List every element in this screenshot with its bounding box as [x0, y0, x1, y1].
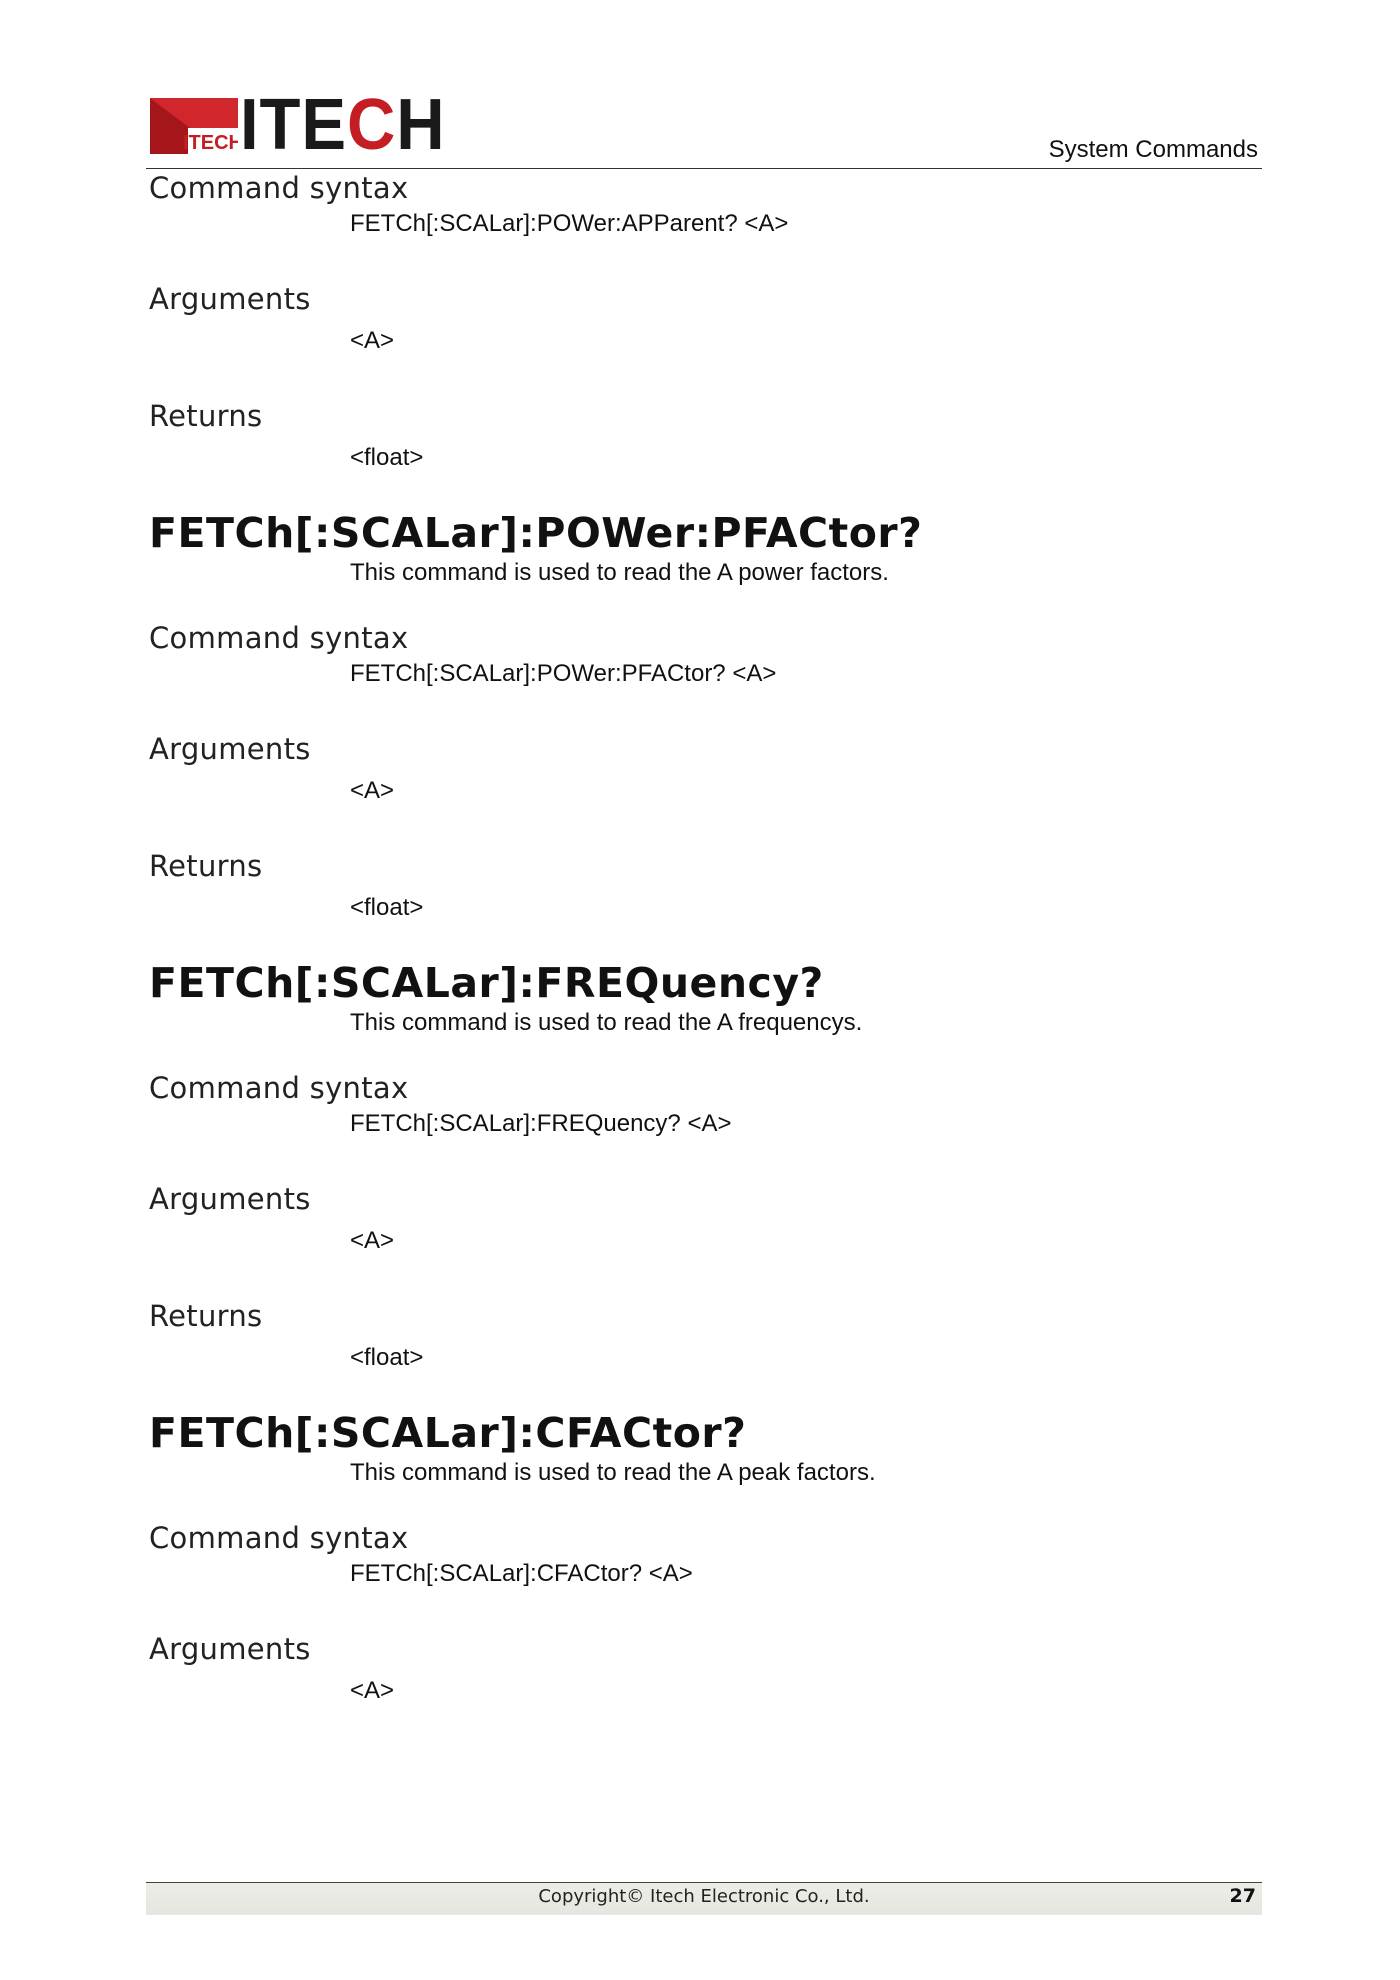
command-description: This command is used to read the A peak factors.: [350, 1459, 876, 1486]
arguments-heading: Arguments: [149, 282, 311, 316]
logo-wordmark: [240, 85, 446, 165]
command-syntax-heading: Command syntax: [149, 171, 409, 205]
command-syntax-heading: Command syntax: [149, 1071, 409, 1105]
arguments-heading: Arguments: [149, 1632, 311, 1666]
returns-heading: Returns: [149, 399, 263, 433]
returns-value: <float>: [350, 894, 424, 921]
page-header: [146, 85, 1262, 169]
returns-heading: Returns: [149, 849, 263, 883]
command-syntax-value: FETCh[:SCALar]:CFACtor? <A>: [350, 1560, 693, 1587]
arguments-value: <A>: [350, 327, 395, 354]
itech-logo-icon: [150, 98, 238, 154]
arguments-value: <A>: [350, 1227, 395, 1254]
command-syntax-value: FETCh[:SCALar]:POWer:PFACtor? <A>: [350, 660, 777, 687]
logo-wordmark-part: H: [396, 85, 446, 165]
logo-mark-text: ITECH: [183, 132, 238, 154]
returns-value: <float>: [350, 1344, 424, 1371]
page-footer: [146, 1882, 1262, 1915]
section-title: System Commands: [1048, 136, 1258, 163]
copyright-text: Copyright© Itech Electronic Co., Ltd.: [538, 1886, 870, 1907]
logo-wordmark-part: ITE: [240, 85, 347, 165]
returns-heading: Returns: [149, 1299, 263, 1333]
command-description: This command is used to read the A frequencys.: [350, 1009, 863, 1036]
command-syntax-value: FETCh[:SCALar]:POWer:APParent? <A>: [350, 210, 789, 237]
document-body: [149, 168, 1249, 1707]
command-description: This command is used to read the A power factors.: [350, 559, 889, 586]
page-number: 27: [1229, 1885, 1256, 1907]
returns-value: <float>: [350, 444, 424, 471]
command-syntax-heading: Command syntax: [149, 621, 409, 655]
command-title: FETCh[:SCALar]:POWer:PFACtor?: [149, 509, 923, 557]
arguments-heading: Arguments: [149, 1182, 311, 1216]
command-syntax-value: FETCh[:SCALar]:FREQuency? <A>: [350, 1110, 732, 1137]
command-title: FETCh[:SCALar]:CFACtor?: [149, 1409, 747, 1457]
arguments-value: <A>: [350, 1677, 395, 1704]
arguments-heading: Arguments: [149, 732, 311, 766]
logo-wordmark-accent: C: [346, 85, 397, 165]
arguments-value: <A>: [350, 777, 395, 804]
command-title: FETCh[:SCALar]:FREQuency?: [149, 959, 824, 1007]
itech-logo: [150, 85, 461, 165]
command-syntax-heading: Command syntax: [149, 1521, 409, 1555]
